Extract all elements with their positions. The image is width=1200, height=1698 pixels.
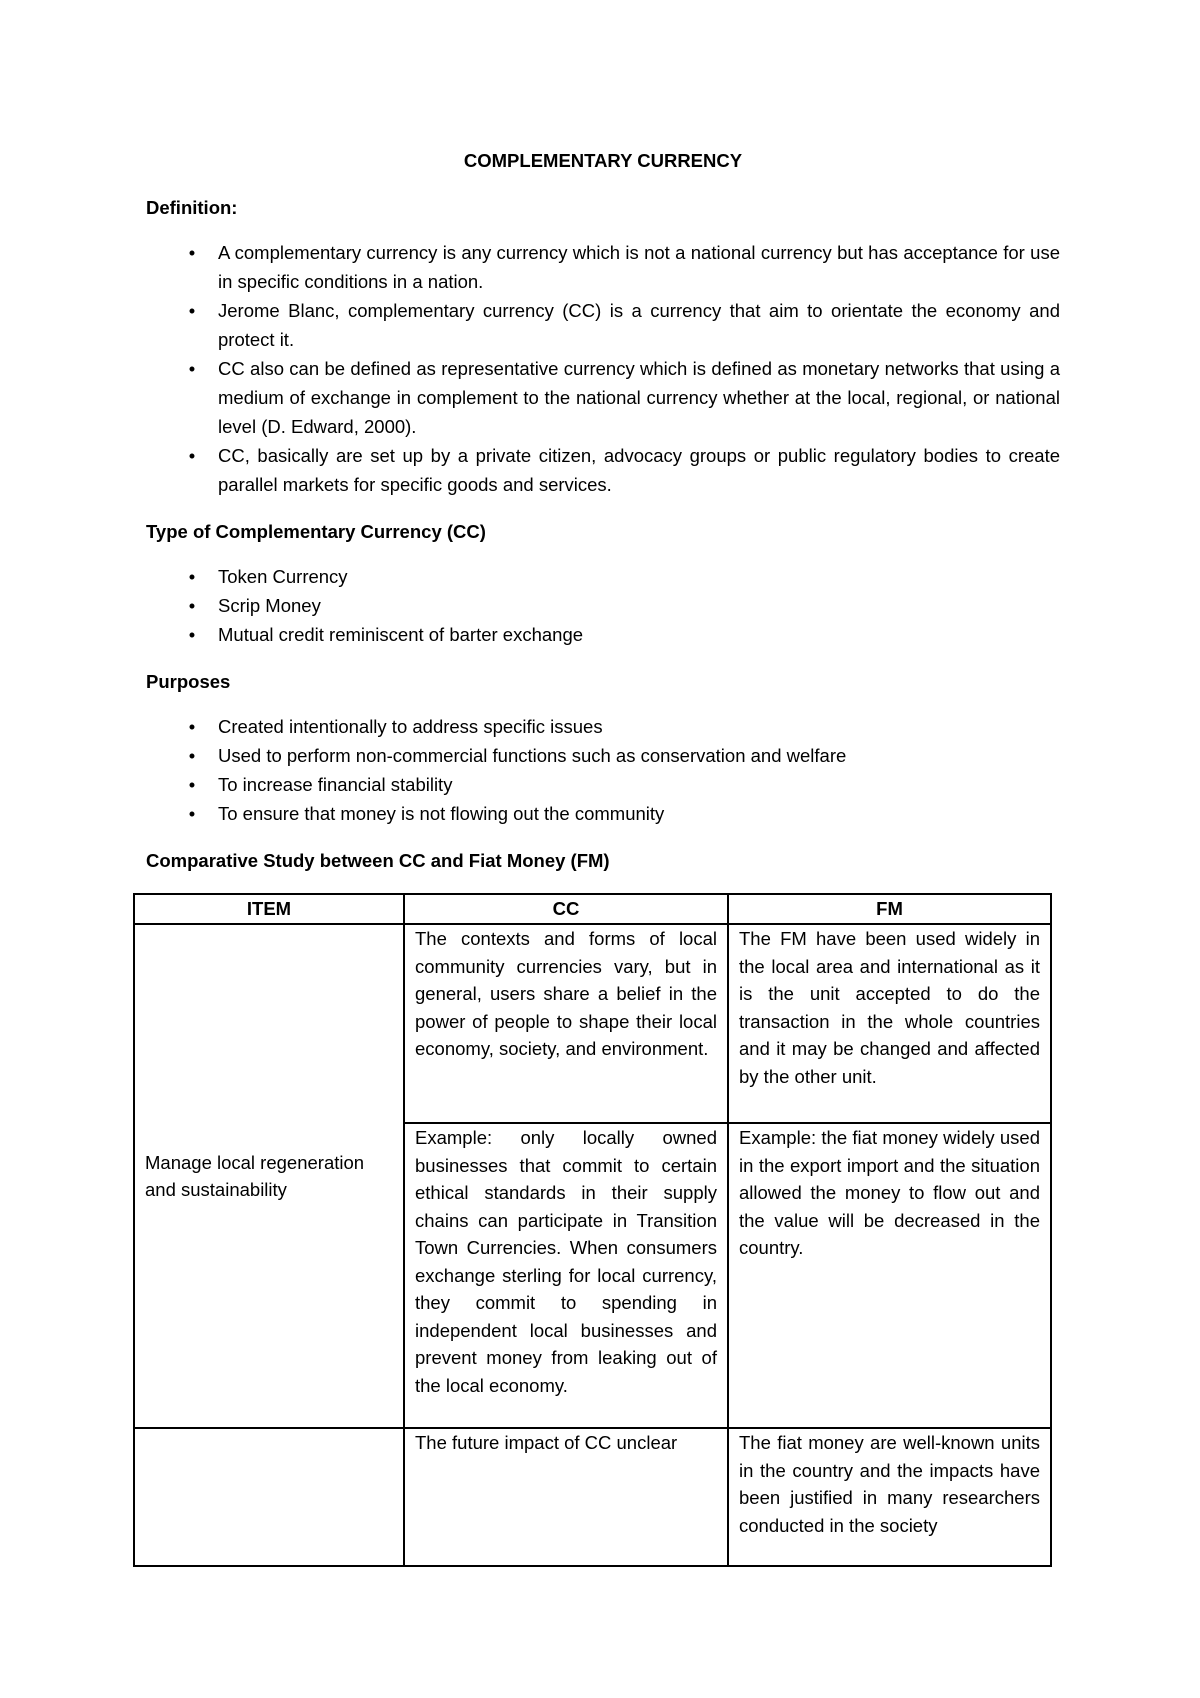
- table-row: [134, 924, 1051, 1123]
- list-item: • Mutual credit reminiscent of barter exchange: [146, 620, 1060, 649]
- bullet-icon: •: [188, 358, 196, 379]
- bullet-icon: •: [188, 300, 196, 321]
- list-item: • Used to perform non-commercial functions such as conservation and welfare: [146, 741, 1060, 770]
- table-cell-item: Manage local regeneration and sustainability: [134, 924, 404, 1428]
- table-cell-item: [134, 1428, 404, 1566]
- definition-list: [146, 238, 1060, 499]
- list-item: • Jerome Blanc, complementary currency (CC) is a currency that aim to orientate the economy and protect it.: [146, 296, 1060, 354]
- column-header-cc: CC: [404, 894, 728, 924]
- list-item: • CC, basically are set up by a private citizen, advocacy groups or public regulatory bodies to create parallel markets for specific goods and services.: [146, 441, 1060, 499]
- list-item: • CC also can be defined as representative currency which is defined as monetary networks that using a medium of exchange in complement to the national currency whether at the local, regional, or national level (D. Edward, 2000).: [146, 354, 1060, 441]
- list-item: • To ensure that money is not flowing out the community: [146, 799, 1060, 828]
- list-item: • Token Currency: [146, 562, 1060, 591]
- table-cell-fm: Example: the fiat money widely used in the export import and the situation allowed the money to flow out and the value will be decreased in the country.: [728, 1123, 1051, 1428]
- types-heading: Type of Complementary Currency (CC): [146, 521, 486, 542]
- list-item: • Created intentionally to address specific issues: [146, 712, 1060, 741]
- table-cell-cc: The contexts and forms of local community currencies vary, but in general, users share a belief in the power of people to shape their local economy, society, and environment.: [404, 924, 728, 1123]
- page-title: COMPLEMENTARY CURRENCY: [463, 150, 743, 171]
- table-cell-cc: The future impact of CC unclear: [404, 1428, 728, 1566]
- bullet-icon: •: [188, 242, 196, 263]
- bullet-icon: •: [188, 716, 196, 737]
- bullet-icon: •: [188, 566, 196, 587]
- purposes-heading: Purposes: [146, 671, 231, 692]
- table-row: [134, 1428, 1051, 1566]
- list-item: • Scrip Money: [146, 591, 1060, 620]
- definition-heading: Definition:: [146, 197, 238, 218]
- comparison-heading: Comparative Study between CC and Fiat Money (FM): [146, 850, 610, 871]
- bullet-icon: •: [188, 445, 196, 466]
- bullet-icon: •: [188, 745, 196, 766]
- table-cell-cc: Example: only locally owned businesses that commit to certain ethical standards in their supply chains can participate in Transition Town Currencies. When consumers exchange sterling for local currency, they commit to spending in independent local businesses and prevent money from leaking out of the local economy.: [404, 1123, 728, 1428]
- comparison-table: [133, 893, 1052, 1567]
- column-header-item: ITEM: [134, 894, 404, 924]
- list-item: • To increase financial stability: [146, 770, 1060, 799]
- types-list: [146, 562, 1060, 649]
- document-body: [146, 146, 1060, 891]
- table-header-row: [134, 894, 1051, 924]
- column-header-fm: FM: [728, 894, 1051, 924]
- purposes-list: [146, 712, 1060, 828]
- bullet-icon: •: [188, 595, 196, 616]
- table-cell-fm: The FM have been used widely in the local area and international as it is the unit accepted to do the transaction in the whole countries and it may be changed and affected by the other unit.: [728, 924, 1051, 1123]
- list-item: • A complementary currency is any currency which is not a national currency but has acceptance for use in specific conditions in a nation.: [146, 238, 1060, 296]
- bullet-icon: •: [188, 803, 196, 824]
- table-cell-fm: The fiat money are well-known units in the country and the impacts have been justified in many researchers conducted in the society: [728, 1428, 1051, 1566]
- bullet-icon: •: [188, 774, 196, 795]
- bullet-icon: •: [188, 624, 196, 645]
